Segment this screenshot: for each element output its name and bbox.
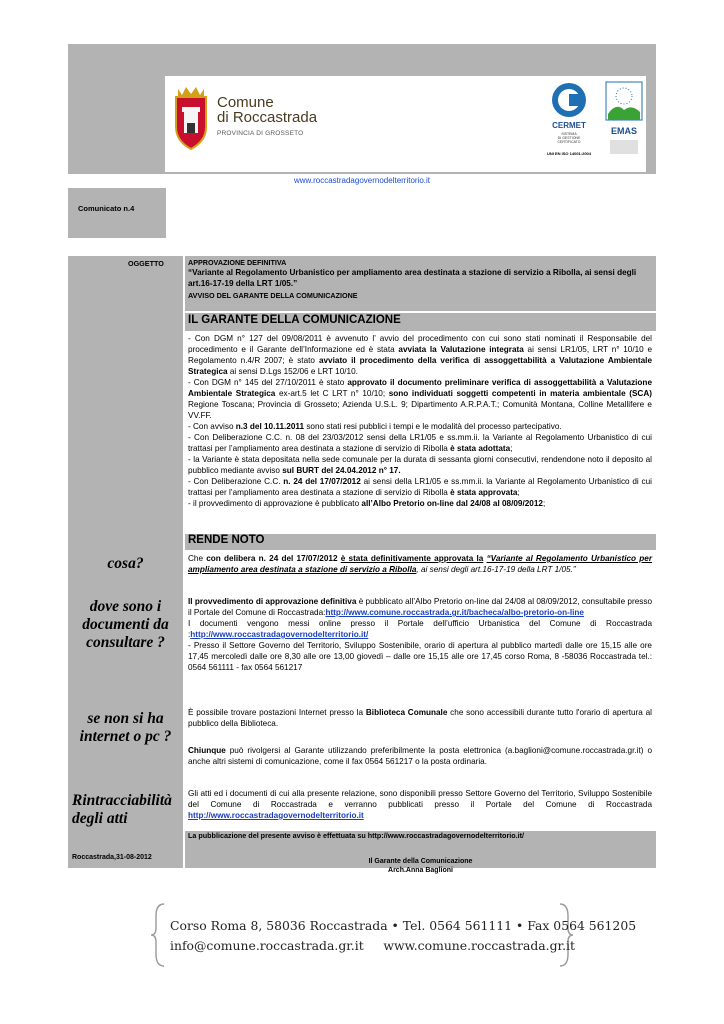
cosa-text: Che con delibera n. 24 del 17/07/2012 è stata definitivamente approvata la “Variante al Regolamento Urbanistico per ampliamento area destinata a stazione di servizio a Ribolla, ai sensi degli art.16-17-19 della LRT 1/05.” — [188, 554, 653, 574]
cermet-sub1: SISTEMA — [561, 132, 577, 136]
publication-note-text: La pubblicazione del presente avviso è effettuata su http://www.roccastradagovernodelterritorio.it/ — [188, 831, 525, 840]
signature-line2: Arch.Anna Baglioni — [388, 867, 453, 874]
rende-noto-title: RENDE NOTO — [185, 534, 656, 550]
subject-label: OGGETTO — [128, 259, 164, 268]
cermet-certification-logo — [543, 80, 596, 160]
garante-item-4: - Con Deliberazione C.C. n. 08 del 23/03/2012 sensi della LR1/05 e ss.mm.ii. la Variante al Regolamento Urbanistico di cui trattasi per l’ampliamento area destinata a stazione di servizio di Ribolla è stata adottata; — [188, 433, 652, 453]
garante-item-6: - Con Deliberazione C.C. n. 24 del 17/07/2012 ai sensi della LR1/05 e ss.mm.ii. la Variante al Regolamento Urbanistico di cui trattasi per l’ampliamento area destinata a stazione di servizio di Ribolla è stata approvata; — [188, 477, 652, 497]
footer-contacts: info@comune.roccastrada.gr.it www.comune.roccastrada.gr.it — [170, 938, 575, 953]
garante-list — [185, 333, 652, 509]
comune-name — [217, 95, 317, 125]
garante-item-1: - Con DGM n° 127 del 09/08/2011 è avvenuto l’ avvio del procedimento con cui sono stati nominati il Responsabile del procedimento e il Garante dell’Informazione ed è stata avviata la Valutazione integrata ai sensi LR1/05, LRT n° 10/10 e Regolamento n.4/R 2007; è stato avviato il procedimento della verifica di assoggettabilità a Valutazione Ambientale Strategica ai sensi D.Lgs 152/06 e LRT 10/10. — [188, 334, 653, 376]
governo-territorio-link[interactable]: http://www.roccastradagovernodelterritorio.it/ — [190, 630, 369, 639]
right-brace-icon — [558, 902, 574, 968]
date-place: Roccastrada,31-08-2012 — [72, 854, 152, 861]
header-url-link[interactable]: www.roccastradagovernodelterritorio.it — [293, 176, 431, 185]
label-cosa: cosa? — [107, 555, 144, 572]
albo-pretorio-link[interactable]: http://www.comune.roccastrada.gr.it/bacheca/albo-pretorio-on-line — [325, 608, 584, 617]
subject-line1: APPROVAZIONE DEFINITIVA — [188, 258, 287, 267]
garante-item-5: - la Variante è stata depositata nella sede comunale per la durata di sessanta giorni consecutivi, rendendone noto il deposito al pubblico mediante avviso sul BURT del 24.04.2012 n° 17. — [188, 455, 652, 475]
signature-line1: Il Garante della Comunicazione — [368, 858, 473, 865]
garante-item-7: - il provvedimento di approvazione è pubblicato all’Albo Pretorio on-line dal 24/08 al 08/09/2012; — [188, 499, 546, 508]
emas-logo — [604, 80, 644, 160]
footer-address: Corso Roma 8, 58036 Roccastrada • Tel. 0564 561111 • Fax 0564 561205 — [170, 918, 637, 933]
communique-box — [68, 188, 166, 238]
garante-item-2: - Con DGM n° 145 del 27/10/2011 è stato approvato il documento preliminare verifica di assoggettabilità a Valutazione Ambientale Strategica ex-art.5 let C LRT n° 10/10; sono individuati soggetti competenti in materia ambientale (SCA) Regione Toscana; Provincia di Grosseto; Azienda U.S.L. 9; Dipartimento A.R.P.A.T.; Comunità Montana, Colline Metallifere e VV.FF. — [188, 378, 652, 420]
comune-crest-icon — [170, 83, 212, 153]
comune-name-line1: Comune — [217, 94, 274, 111]
subject-line3: AVVISO DEL GARANTE DELLA COMUNICAZIONE — [188, 291, 358, 300]
rintracciabilita-link[interactable]: http://www.roccastradagovernodelterritorio.it — [188, 811, 364, 820]
communique-label: Comunicato n.4 — [78, 204, 135, 213]
emas-text: EMAS — [610, 126, 638, 136]
cermet-text: CERMET — [552, 121, 586, 130]
subject-cell — [185, 256, 656, 311]
label-rintracciabilita: Rintracciabilità degli atti — [72, 792, 172, 827]
garante-item-3: - Con avviso n.3 del 10.11.2011 sono stati resi pubblici i tempi e le modalità del processo partecipativo. — [188, 422, 562, 431]
cermet-iso: UNI EN ISO 14001:2004 — [546, 151, 592, 156]
comune-province: PROVINCIA DI GROSSETO — [217, 130, 304, 137]
footer — [150, 900, 637, 970]
cermet-sub2: DI GESTIONE — [557, 136, 581, 140]
comune-name-line2: di Roccastrada — [217, 109, 318, 126]
subject-line2: “Variante al Regolamento Urbanistico per ampliamento area destinata a stazione di servizio a Ribolla, ai sensi degli art.16-17-19 della LRT 1/05.” — [188, 268, 637, 288]
chi-text: Chiunque può rivolgersi al Garante utilizzando preferibilmente la posta elettronica (a.baglioni@comune.roccastrada.gr.it) o anche altri sistemi di comunicazione, come il fax 0564 561217 o la posta ordinaria. — [188, 746, 652, 766]
left-brace-icon — [150, 902, 166, 968]
dove-text: Il provvedimento di approvazione definitiva è pubblicato all’Albo Pretorio on-line dal 24/08 al 08/09/2012, consultabile presso il Portale del Comune di Roccastrada:http://www.comune.roccastrada.gr.it/bacheca/albo-pretorio-on-line I documenti vengono messi online presso il Portale dell’ufficio Urbanistica del Comune di Roccastrada :http://www.roccastradagovernodelterritorio.it/ - Presso il Settore Governo del Territorio, Sviluppo Sostenibile, orario di apertura al pubblico martedì dalle ore 15,15 alle ore 17,45 mercoledì dalle ore 8,30 alle ore 13,00 giovedì – dalle ore 15,15 alle ore 17,45 corso Roma, 8 -58036 Roccastrada tel.: 0564 561111 - fax 0564 561217 — [188, 597, 653, 672]
cermet-sub3: CERTIFICATO — [557, 140, 581, 144]
label-dove: dove sono i documenti da consultare ? — [82, 598, 169, 651]
rintracciabilita-text: Gli atti ed i documenti di cui alla presente relazione, sono disponibili presso Settore Governo del Territorio, Sviluppo Sostenibile del Comune di Roccastrada e verranno pubblicati presso il Portale del Comune di Roccastrada http://www.roccastradagovernodelterritorio.it — [188, 789, 652, 820]
signature — [185, 857, 656, 875]
garante-title: IL GARANTE DELLA COMUNICAZIONE — [185, 313, 656, 331]
label-internet: se non si ha internet o pc ? — [79, 710, 172, 745]
internet-text: È possibile trovare postazioni Internet presso la Biblioteca Comunale che sono accessibili durante tutto l'orario di apertura al pubblico della Biblioteca. — [188, 708, 652, 728]
